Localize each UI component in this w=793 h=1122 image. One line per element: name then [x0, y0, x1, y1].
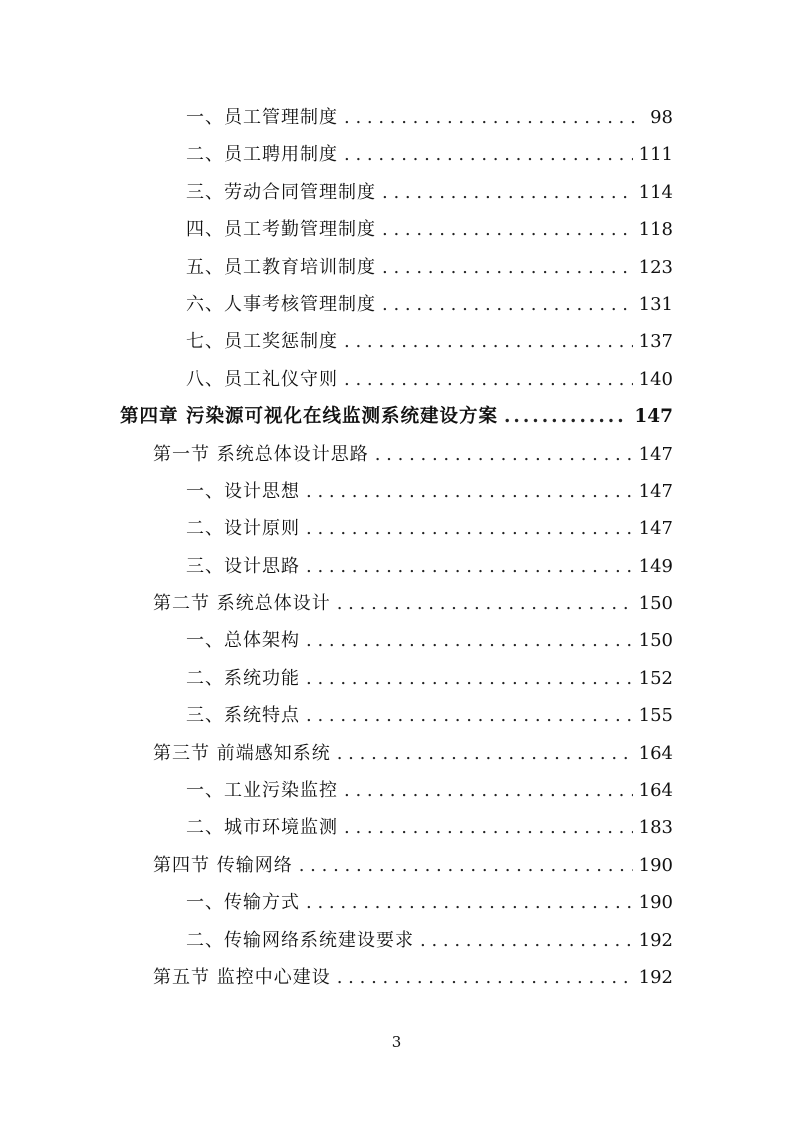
toc-entry-page[interactable]: 150	[638, 593, 673, 615]
toc-entry-item[interactable]	[0, 286, 793, 323]
toc-entry-section[interactable]	[0, 847, 793, 884]
toc-dot-leader	[306, 660, 633, 697]
toc-dot-leader	[306, 697, 633, 734]
toc-entry-page[interactable]: 147	[638, 480, 673, 502]
toc-entry-item[interactable]	[0, 323, 793, 360]
toc-dot-leader	[337, 585, 633, 622]
toc-dot-leader	[337, 735, 633, 772]
toc-entry-item[interactable]	[0, 922, 793, 959]
toc-entry-item[interactable]	[0, 99, 793, 136]
toc-entry-title[interactable]: 一、传输方式	[186, 892, 300, 914]
toc-entry-item[interactable]	[0, 772, 793, 809]
toc-entry-page[interactable]: 164	[638, 780, 673, 802]
toc-dot-leader	[306, 622, 633, 659]
toc-entry-item[interactable]	[0, 697, 793, 734]
toc-entry-page[interactable]: 152	[638, 667, 673, 689]
toc-entry-title[interactable]: 第二节 系统总体设计	[153, 593, 331, 615]
toc-entry-title[interactable]: 一、设计思想	[186, 480, 300, 502]
toc-entry-section[interactable]	[0, 735, 793, 772]
toc-entry-title[interactable]: 一、工业污染监控	[186, 780, 338, 802]
toc-entry-item[interactable]	[0, 548, 793, 585]
toc-dot-leader	[375, 436, 633, 473]
toc-entry-title[interactable]: 第一节 系统总体设计思路	[153, 443, 369, 465]
toc-entry-item[interactable]	[0, 174, 793, 211]
toc-entry-item[interactable]	[0, 510, 793, 547]
toc-dot-leader	[306, 548, 633, 585]
toc-entry-page[interactable]: 149	[638, 555, 673, 577]
toc-entry-page[interactable]: 114	[638, 181, 673, 203]
toc-entry-page[interactable]: 192	[638, 966, 673, 988]
toc-entry-title[interactable]: 五、员工教育培训制度	[186, 256, 376, 278]
toc-entry-page[interactable]: 147	[638, 443, 673, 465]
toc-entry-title[interactable]: 第五节 监控中心建设	[153, 966, 331, 988]
toc-dot-leader	[504, 398, 628, 435]
toc-entry-section[interactable]	[0, 436, 793, 473]
toc-entry-page[interactable]: 155	[638, 705, 673, 727]
toc-entry-title[interactable]: 七、员工奖惩制度	[186, 331, 338, 353]
toc-entry-page[interactable]: 123	[638, 256, 673, 278]
toc-dot-leader	[306, 884, 633, 921]
toc-dot-leader	[344, 99, 639, 136]
toc-entry-title[interactable]: 一、员工管理制度	[186, 107, 338, 128]
toc-dot-leader	[344, 772, 633, 809]
toc-dot-leader	[344, 361, 633, 398]
toc-entry-page[interactable]: 192	[638, 929, 673, 951]
toc-entry-item[interactable]	[0, 660, 793, 697]
toc-entry-page[interactable]: 183	[638, 817, 673, 839]
toc-entry-page[interactable]: 98	[650, 107, 673, 128]
toc-entry-title[interactable]: 三、劳动合同管理制度	[186, 181, 376, 203]
toc-entry-section[interactable]	[0, 959, 793, 996]
toc-dot-leader	[344, 809, 633, 846]
toc-dot-leader	[382, 174, 633, 211]
toc-entry-title[interactable]: 第四章 污染源可视化在线监测系统建设方案	[120, 406, 498, 428]
toc-entry-section[interactable]	[0, 585, 793, 622]
toc-dot-leader	[382, 286, 633, 323]
toc-entry-item[interactable]	[0, 211, 793, 248]
toc-entry-page[interactable]: 150	[638, 630, 673, 652]
toc-entry-item[interactable]	[0, 249, 793, 286]
toc-dot-leader	[337, 959, 633, 996]
toc-entry-page[interactable]: 137	[638, 331, 673, 353]
toc-entry-title[interactable]: 四、员工考勤管理制度	[186, 219, 376, 241]
toc-entry-title[interactable]: 一、总体架构	[186, 630, 300, 652]
toc-entry-page[interactable]: 164	[638, 742, 673, 764]
toc-entry-title[interactable]: 二、传输网络系统建设要求	[186, 929, 414, 951]
toc-dot-leader	[420, 922, 633, 959]
toc-entry-title[interactable]: 八、员工礼仪守则	[186, 368, 338, 390]
toc-entry-chapter[interactable]	[0, 398, 793, 435]
toc-entry-title[interactable]: 第四节 传输网络	[153, 854, 293, 876]
toc-entry-page[interactable]: 147	[638, 518, 673, 540]
toc-entry-title[interactable]: 三、设计思路	[186, 555, 300, 577]
toc-entry-item[interactable]	[0, 884, 793, 921]
toc-entry-page[interactable]: 190	[638, 892, 673, 914]
toc-entry-page[interactable]: 118	[638, 219, 673, 241]
toc-dot-leader	[344, 323, 633, 360]
toc-entry-item[interactable]	[0, 473, 793, 510]
toc-dot-leader	[344, 136, 633, 173]
toc-entry-title[interactable]: 二、系统功能	[186, 667, 300, 689]
toc-entry-page[interactable]: 131	[638, 293, 673, 315]
toc-dot-leader	[299, 847, 633, 884]
toc-entry-page[interactable]: 147	[634, 406, 673, 428]
toc-entry-item[interactable]	[0, 361, 793, 398]
toc-entry-title[interactable]: 第三节 前端感知系统	[153, 742, 331, 764]
toc-dot-leader	[382, 249, 633, 286]
toc-entry-item[interactable]	[0, 136, 793, 173]
toc-entry-page[interactable]: 140	[638, 368, 673, 390]
toc-entry-item[interactable]	[0, 809, 793, 846]
toc-entry-page[interactable]: 190	[638, 854, 673, 876]
toc-entry-title[interactable]: 二、设计原则	[186, 518, 300, 540]
toc-entry-title[interactable]: 六、人事考核管理制度	[186, 293, 376, 315]
toc-entry-item[interactable]	[0, 622, 793, 659]
page-number: 3	[391, 1033, 402, 1051]
toc-dot-leader	[306, 473, 633, 510]
toc-entry-page[interactable]: 111	[638, 144, 673, 166]
toc-dot-leader	[306, 510, 633, 547]
toc-entry-title[interactable]: 二、员工聘用制度	[186, 144, 338, 166]
table-of-contents	[0, 99, 793, 996]
toc-entry-title[interactable]: 三、系统特点	[186, 705, 300, 727]
toc-entry-title[interactable]: 二、城市环境监测	[186, 817, 338, 839]
toc-dot-leader	[382, 211, 633, 248]
